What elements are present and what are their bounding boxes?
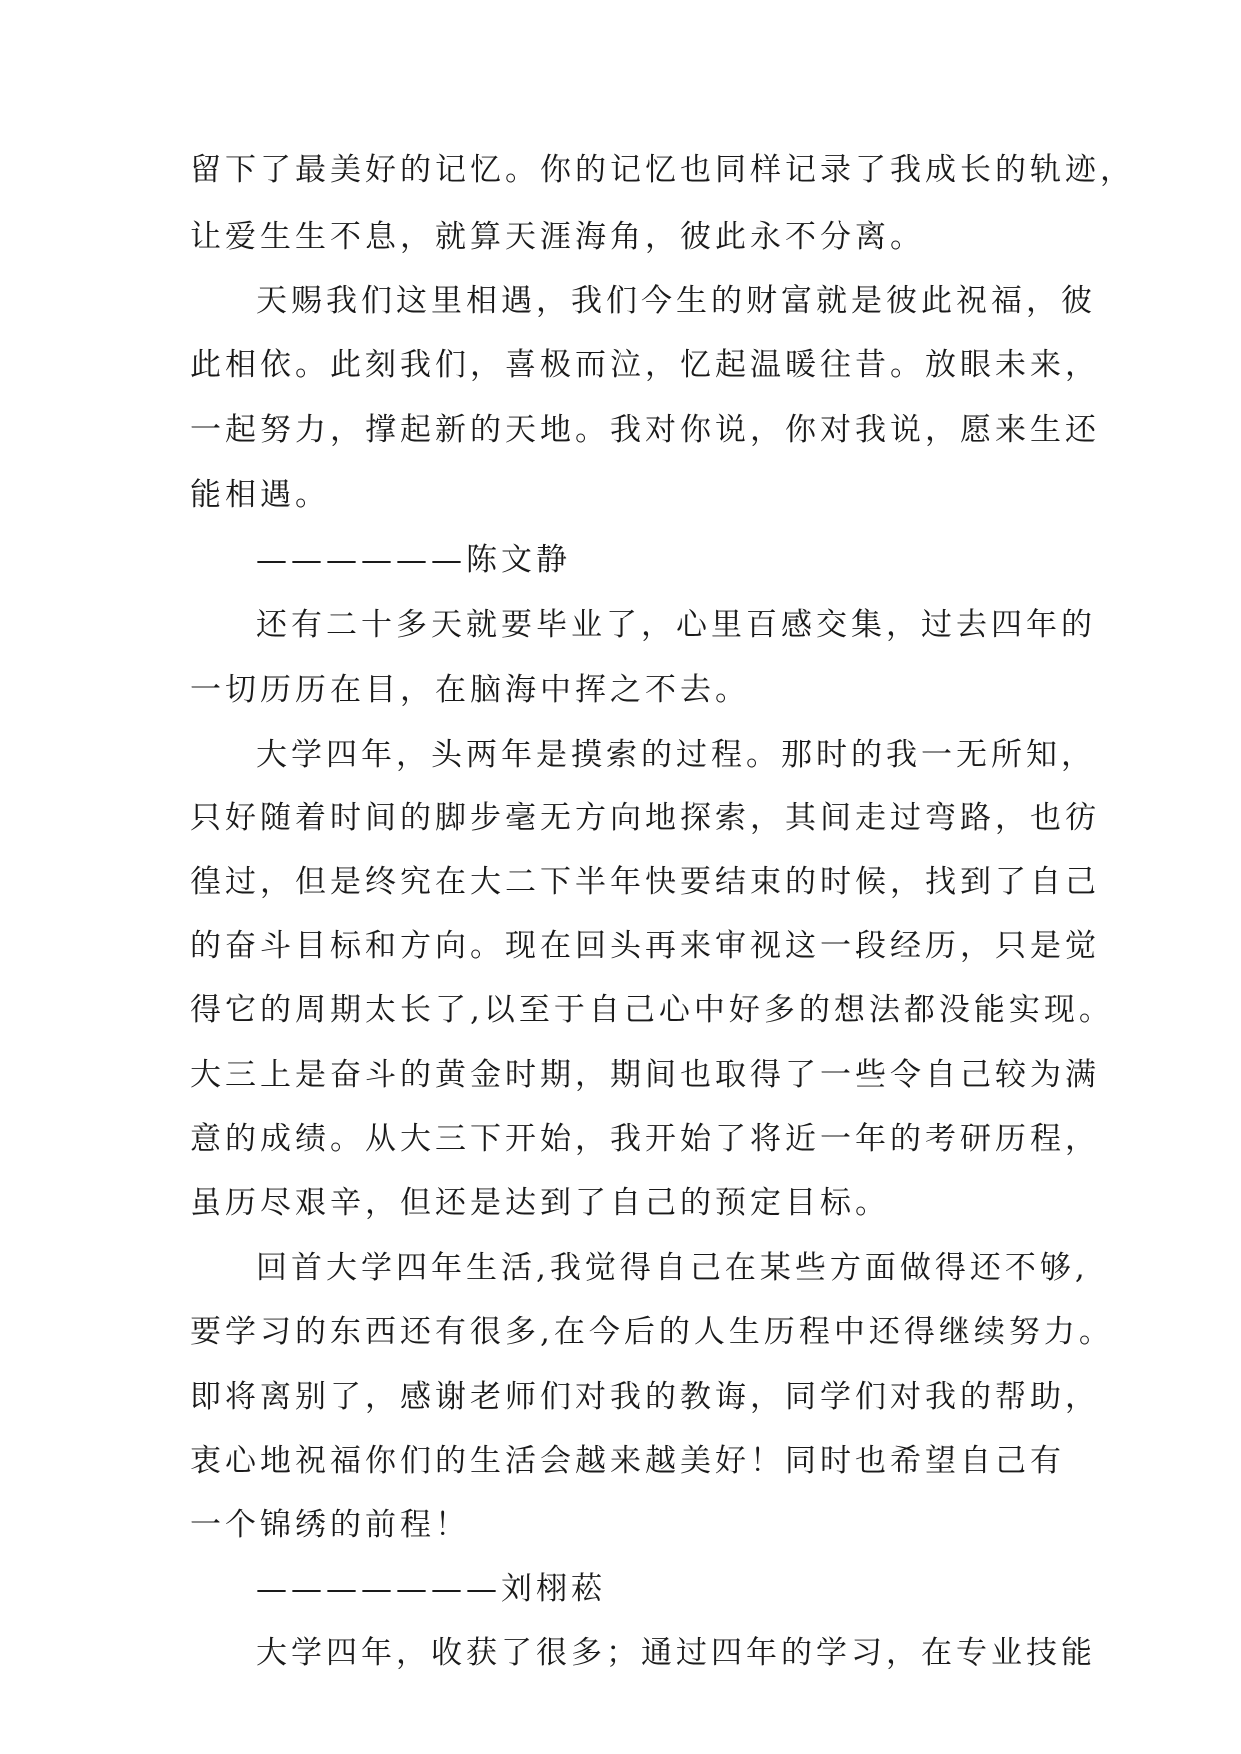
paragraph-line: 能相遇。 xyxy=(190,477,330,513)
paragraph-line: 大学四年，收获了很多；通过四年的学习，在专业技能 xyxy=(256,1635,1096,1671)
paragraph-line: 得它的周期太长了,以至于自己心中好多的想法都没能实现。 xyxy=(190,992,1114,1028)
paragraph-line: 大三上是奋斗的黄金时期，期间也取得了一些令自己较为满 xyxy=(190,1057,1100,1093)
paragraph-line: 大学四年，头两年是摸索的过程。那时的我一无所知， xyxy=(256,737,1096,773)
paragraph-line: 一切历历在目，在脑海中挥之不去。 xyxy=(190,672,750,708)
paragraph-line: 衷心地祝福你们的生活会越来越美好！同时也希望自己有 xyxy=(190,1443,1065,1479)
paragraph-line: 一个锦绣的前程！ xyxy=(190,1507,470,1543)
paragraph-line: 要学习的东西还有很多,在今后的人生历程中还得继续努力。 xyxy=(190,1314,1114,1350)
author-signature: ———————刘栩菘 xyxy=(256,1571,606,1607)
paragraph-line: 一起努力，撑起新的天地。我对你说，你对我说，愿来生还 xyxy=(190,412,1100,448)
paragraph-line: 回首大学四年生活,我觉得自己在某些方面做得还不够, xyxy=(256,1250,1089,1286)
paragraph-line: 即将离别了，感谢老师们对我的教诲，同学们对我的帮助， xyxy=(190,1379,1100,1415)
paragraph-line: 意的成绩。从大三下开始，我开始了将近一年的考研历程， xyxy=(190,1121,1100,1157)
paragraph-line: 的奋斗目标和方向。现在回头再来审视这一段经历，只是觉 xyxy=(190,928,1100,964)
paragraph-line: 只好随着时间的脚步毫无方向地探索，其间走过弯路，也彷 xyxy=(190,800,1100,836)
paragraph-line: 此相依。此刻我们，喜极而泣，忆起温暖往昔。放眼未来， xyxy=(190,347,1100,383)
paragraph-line: 让爱生生不息，就算天涯海角，彼此永不分离。 xyxy=(190,219,925,255)
paragraph-line: 还有二十多天就要毕业了，心里百感交集，过去四年的 xyxy=(256,607,1096,643)
paragraph-line: 虽历尽艰辛，但还是达到了自己的预定目标。 xyxy=(190,1185,890,1221)
paragraph-line: 徨过，但是终究在大二下半年快要结束的时候，找到了自己 xyxy=(190,864,1100,900)
paragraph-line: 留下了最美好的记忆。你的记忆也同样记录了我成长的轨迹， xyxy=(190,152,1135,188)
author-signature: ——————陈文静 xyxy=(256,542,571,578)
paragraph-line: 天赐我们这里相遇，我们今生的财富就是彼此祝福，彼 xyxy=(256,283,1096,319)
